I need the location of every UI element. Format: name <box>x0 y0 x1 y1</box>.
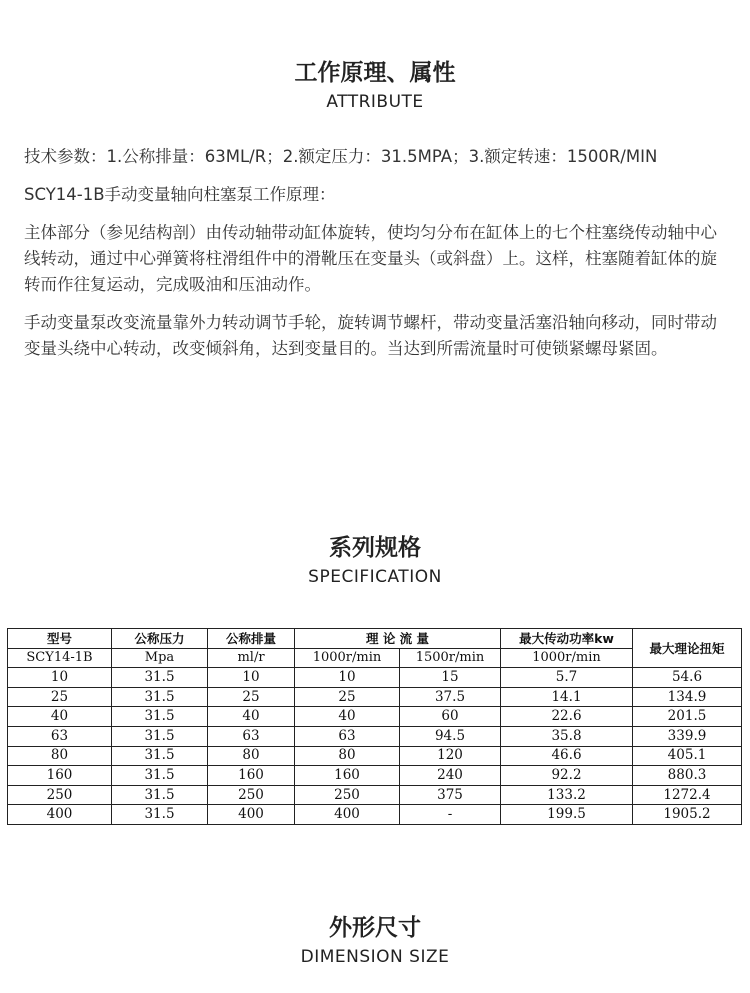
table-cell: 10 <box>295 668 400 688</box>
table-cell: 63 <box>295 726 400 746</box>
dimension-section-header <box>0 914 750 968</box>
table-row <box>8 707 742 727</box>
table-cell: 40 <box>208 707 295 727</box>
principle-paragraph-1: 主体部分（参见结构剖）由传动轴带动缸体旋转，使均匀分布在缸体上的七个柱塞绕传动轴中心线转动，通过中心弹簧将柱滑组件中的滑靴压在变量头（或斜盘）上。这样，柱塞随着缸体的旋转而作往复运动，完成吸油和压油动作。 <box>24 223 717 294</box>
table-cell: 63 <box>8 726 112 746</box>
spec-subtitle: SPECIFICATION <box>308 567 442 587</box>
table-row <box>8 766 742 786</box>
table-row <box>8 726 742 746</box>
dimension-title: 外形尺寸 <box>329 915 421 941</box>
table-cell: 80 <box>208 746 295 766</box>
table-cell: 250 <box>295 785 400 805</box>
table-cell: 15 <box>400 668 501 688</box>
attribute-body <box>24 144 728 374</box>
technical-params: 技术参数：1.公称排量：63ML/R；2.额定压力：31.5MPA；3.额定转速：1500R/MIN <box>24 147 658 166</box>
attribute-title: 工作原理、属性 <box>294 60 456 86</box>
table-cell: 400 <box>8 805 112 825</box>
table-cell: 250 <box>208 785 295 805</box>
table-cell: 22.6 <box>501 707 633 727</box>
table-cell: 80 <box>295 746 400 766</box>
table-cell: 5.7 <box>501 668 633 688</box>
table-cell: 240 <box>400 766 501 786</box>
attribute-section-header <box>0 59 750 113</box>
table-cell: 37.5 <box>400 687 501 707</box>
table-cell: 25 <box>208 687 295 707</box>
dimension-subtitle: DIMENSION SIZE <box>300 947 450 967</box>
table-row <box>8 805 742 825</box>
unit-power-1000: 1000r/min <box>501 648 633 668</box>
table-cell: 120 <box>400 746 501 766</box>
table-cell: 94.5 <box>400 726 501 746</box>
table-cell: 160 <box>295 766 400 786</box>
table-cell: 201.5 <box>633 707 742 727</box>
table-cell: 339.9 <box>633 726 742 746</box>
table-cell: 1905.2 <box>633 805 742 825</box>
table-cell: 31.5 <box>112 726 208 746</box>
table-cell: 40 <box>295 707 400 727</box>
table-cell: 1272.4 <box>633 785 742 805</box>
table-cell: - <box>400 805 501 825</box>
table-cell: 160 <box>8 766 112 786</box>
table-cell: 92.2 <box>501 766 633 786</box>
table-cell: 35.8 <box>501 726 633 746</box>
unit-flow-1500: 1500r/min <box>400 648 501 668</box>
header-max-power: 最大传动功率kw <box>501 629 633 649</box>
spec-table <box>7 628 742 825</box>
table-cell: 14.1 <box>501 687 633 707</box>
table-cell: 133.2 <box>501 785 633 805</box>
table-cell: 54.6 <box>633 668 742 688</box>
table-row <box>8 785 742 805</box>
table-cell: 375 <box>400 785 501 805</box>
table-cell: 199.5 <box>501 805 633 825</box>
table-row <box>8 668 742 688</box>
unit-displacement: ml/r <box>208 648 295 668</box>
table-cell: 405.1 <box>633 746 742 766</box>
principle-heading: SCY14-1B手动变量轴向柱塞泵工作原理： <box>24 185 336 204</box>
table-cell: 10 <box>8 668 112 688</box>
principle-paragraph-2: 手动变量泵改变流量靠外力转动调节手轮，旋转调节螺杆，带动变量活塞沿轴向移动，同时带动变量头绕中心转动，改变倾斜角，达到变量目的。当达到所需流量时可使锁紧螺母紧固。 <box>24 313 717 358</box>
spec-header-row <box>8 629 742 649</box>
table-cell: 31.5 <box>112 746 208 766</box>
header-max-torque: 最大理论扭矩 <box>633 629 742 668</box>
table-cell: 25 <box>295 687 400 707</box>
table-cell: 25 <box>8 687 112 707</box>
table-cell: 400 <box>208 805 295 825</box>
table-cell: 250 <box>8 785 112 805</box>
table-cell: 60 <box>400 707 501 727</box>
table-cell: 40 <box>8 707 112 727</box>
table-cell: 31.5 <box>112 766 208 786</box>
spec-units-row <box>8 648 742 668</box>
unit-flow-1000: 1000r/min <box>295 648 400 668</box>
header-displacement: 公称排量 <box>208 629 295 649</box>
spec-title: 系列规格 <box>329 535 421 561</box>
attribute-subtitle: ATTRIBUTE <box>326 92 424 112</box>
table-cell: 880.3 <box>633 766 742 786</box>
table-cell: 80 <box>8 746 112 766</box>
header-theory-flow: 理 论 流 量 <box>295 629 501 649</box>
unit-model: SCY14-1B <box>8 648 112 668</box>
table-cell: 31.5 <box>112 805 208 825</box>
table-cell: 46.6 <box>501 746 633 766</box>
table-row <box>8 746 742 766</box>
table-cell: 31.5 <box>112 668 208 688</box>
table-cell: 31.5 <box>112 707 208 727</box>
table-cell: 400 <box>295 805 400 825</box>
header-pressure: 公称压力 <box>112 629 208 649</box>
table-cell: 63 <box>208 726 295 746</box>
table-cell: 31.5 <box>112 687 208 707</box>
table-cell: 160 <box>208 766 295 786</box>
spec-section-header <box>0 534 750 588</box>
table-cell: 31.5 <box>112 785 208 805</box>
header-model: 型号 <box>8 629 112 649</box>
table-cell: 134.9 <box>633 687 742 707</box>
table-row <box>8 687 742 707</box>
table-cell: 10 <box>208 668 295 688</box>
unit-pressure: Mpa <box>112 648 208 668</box>
